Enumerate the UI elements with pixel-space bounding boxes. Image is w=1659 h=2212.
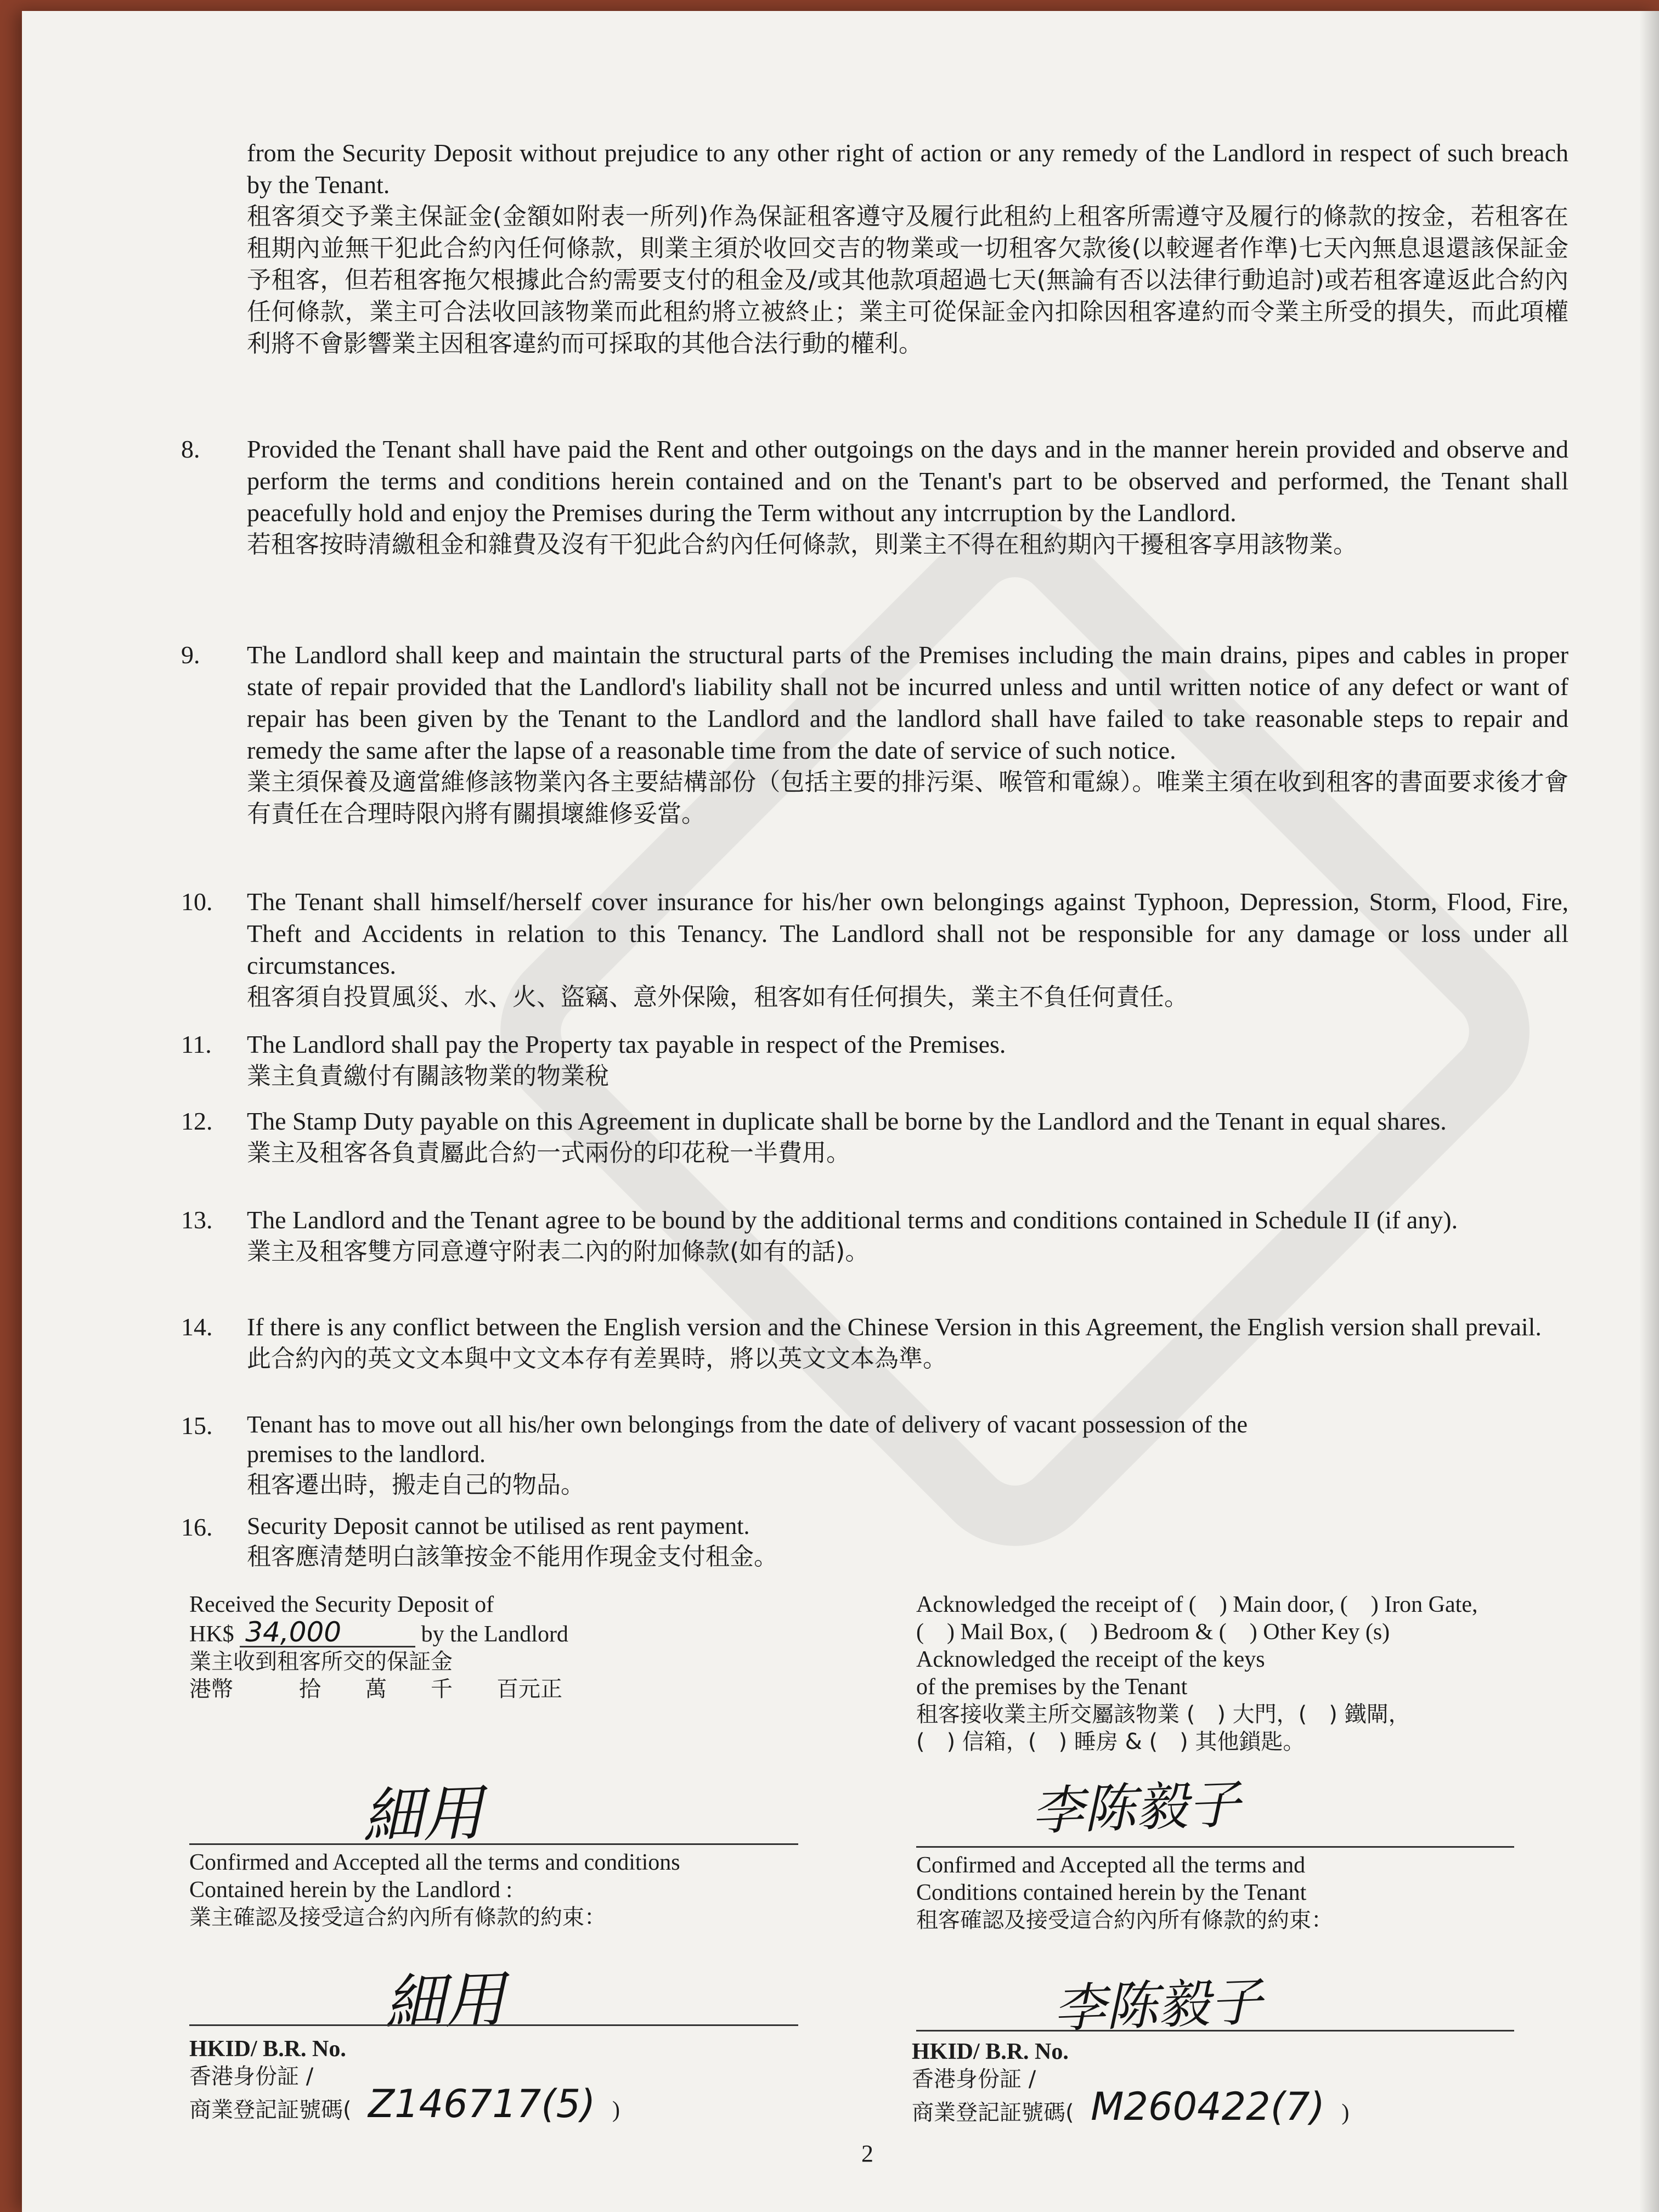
clause-chinese: 租客須自投買風災、水、火、盜竊、意外保險，租客如有任何損失，業主不負任何責任。 bbox=[247, 983, 1188, 1011]
deposit-receipt bbox=[189, 1591, 875, 1703]
tenant-id-value: M260422(7) bbox=[1091, 2084, 1325, 2129]
clause-english: The Tenant shall himself/herself cover insurance for his/her own belongings against Typhoon, Depression, Storm, Flood, Fire, Theft and Accidents in relation to this Tenancy. The Landlord shall not be responsible for any damage or loss under all circumstances. bbox=[247, 888, 1568, 979]
clause-15 bbox=[247, 1410, 1248, 1501]
clause-number: 15. bbox=[181, 1412, 213, 1440]
landlord-confirm-line1: Confirmed and Accepted all the terms and conditions bbox=[189, 1850, 680, 1875]
clause-english: If there is any conflict between the English version and the Chinese Version in this Agreement, the English version shall prevail. bbox=[247, 1313, 1542, 1341]
clause-chinese: 此合約內的英文文本與中文文本存有差異時，將以英文文本為準。 bbox=[247, 1345, 947, 1373]
tenant-confirm-line2: Conditions contained herein by the Tenant bbox=[916, 1880, 1307, 1905]
landlord-id-block bbox=[189, 2035, 875, 2124]
tenant-confirm-cn: 租客確認及接受這合約內所有條款的約束： bbox=[916, 1908, 1333, 1933]
deposit-receipt-cn2: 港幣 拾 萬 千 百元正 bbox=[189, 1677, 562, 1702]
clause-7-chinese: 租客須交予業主保証金(金額如附表一所列)作為保証租客遵守及履行此租約上租客所需遵守及履行的條款的按金，若租客在租期內並無干犯此合約內任何條款，則業主須於收回交吉的物業或一切租客欠款後(以較遲者作準)七天內無息退還該保証金予租客，但若租客拖欠根據此合約需要支付的租金及/或其他款項超過七天(無論有否以法律行動追討)或若租客違返此合約內任何條款，業主可合法收回該物業而此租約將立被終止；業主可從保証金內扣除因租客違約而令業主所受的損失，而此項權利將不會影響業主因租客違約而可採取的其他合法行動的權利。 bbox=[247, 202, 1568, 358]
clause-number: 16. bbox=[181, 1513, 213, 1541]
deposit-receipt-line1: Received the Security Deposit of bbox=[189, 1592, 494, 1617]
key-receipt-line3: Acknowledged the receipt of the keys bbox=[916, 1647, 1265, 1672]
key-receipt-cn1: 租客接收業主所交屬該物業 ( ) 大門，( ) 鐵閘， bbox=[916, 1702, 1410, 1727]
deposit-receipt-cn1: 業主收到租客所交的保証金 bbox=[189, 1649, 453, 1674]
clause-9 bbox=[247, 639, 1568, 830]
clause-english: The Landlord and the Tenant agree to be bound by the additional terms and conditions contained in Schedule II (if any). bbox=[247, 1206, 1458, 1234]
deposit-amount-line bbox=[189, 1618, 875, 1648]
tenant-confirm-line1: Confirmed and Accepted all the terms and bbox=[916, 1853, 1306, 1878]
tenant-signature-line-1 bbox=[916, 1846, 1514, 1848]
clause-chinese: 租客遷出時，搬走自己的物品。 bbox=[247, 1471, 585, 1499]
clause-english: The Landlord shall keep and maintain the structural parts of the Premises including the main drains, pipes and cables in proper state of repair provided that the Landlord's liability shall not be incurred unless and until written notice of any defect or want of repair has been given by the Tenant to the Landlord and the landlord shall have failed to take reasonable steps to repair and remedy the same after the lapse of a reasonable time from the date of service of such notice. bbox=[247, 641, 1568, 764]
landlord-signature-1: 細用 bbox=[361, 1778, 484, 1852]
currency-label: HK$ bbox=[189, 1622, 234, 1647]
tenant-signature-line-2 bbox=[916, 2030, 1514, 2032]
tenant-id-cn2: 商業登記証號碼( bbox=[912, 2100, 1074, 2125]
key-receipt-line1: Acknowledged the receipt of ( ) Main door, ( ) Iron Gate, bbox=[916, 1592, 1478, 1617]
clause-chinese: 業主及租客各負責屬此合約一式兩份的印花稅一半費用。 bbox=[247, 1139, 850, 1167]
clause-number: 14. bbox=[181, 1313, 213, 1341]
clause-7-continuation bbox=[247, 137, 1568, 360]
clause-number: 11. bbox=[181, 1030, 212, 1058]
clause-8 bbox=[247, 433, 1568, 561]
landlord-signature-line-2 bbox=[189, 2024, 798, 2026]
key-receipt-line4: of the premises by the Tenant bbox=[916, 1674, 1188, 1700]
tenant-id-close: ) bbox=[1341, 2100, 1350, 2125]
clause-chinese: 若租客按時清繳租金和雜費及沒有干犯此合約內任何條款，則業主不得在租約期內干擾租客享用該物業。 bbox=[247, 531, 1357, 558]
clause-14 bbox=[247, 1311, 1568, 1375]
clause-number: 12. bbox=[181, 1107, 213, 1135]
clause-11 bbox=[247, 1029, 1568, 1092]
landlord-id-value: Z146717(5) bbox=[368, 2081, 596, 2126]
clause-13 bbox=[247, 1204, 1568, 1268]
clause-english: Security Deposit cannot be utilised as rent payment. bbox=[247, 1513, 750, 1539]
landlord-signature-2: 細用 bbox=[383, 1964, 506, 2039]
tenant-id-cn1: 香港身份証 / bbox=[912, 2067, 1036, 2092]
clause-12 bbox=[247, 1105, 1568, 1169]
landlord-confirm-line2: Contained herein by the Landlord : bbox=[189, 1877, 513, 1903]
tenant-signature-2: 李陈毅子 bbox=[1052, 1972, 1263, 2040]
deposit-receipt-line2-suffix: by the Landlord bbox=[421, 1622, 568, 1647]
clause-chinese: 業主須保養及適當維修該物業內各主要結構部份（包括主要的排污渠、喉管和電線）。唯業主須在收到租客的書面要求後才會有責任在合理時限內將有關損壞維修妥當。 bbox=[247, 768, 1568, 828]
landlord-id-label: HKID/ B.R. No. bbox=[189, 2036, 346, 2062]
clause-7-english: from the Security Deposit without prejudice to any other right of action or any remedy of the Landlord in respect of such breach by the Tenant. bbox=[247, 139, 1568, 199]
landlord-id-cn2: 商業登記証號碼( bbox=[189, 2097, 352, 2123]
clause-chinese: 業主及租客雙方同意遵守附表二內的附加條款(如有的話)。 bbox=[247, 1238, 870, 1266]
deposit-amount-handwritten: 34,000 bbox=[240, 1618, 415, 1647]
tenant-id-label: HKID/ B.R. No. bbox=[912, 2039, 1069, 2064]
key-receipt-line2: ( ) Mail Box, ( ) Bedroom & ( ) Other Key (s) bbox=[916, 1620, 1390, 1645]
landlord-confirmation bbox=[189, 1849, 875, 1931]
clause-number: 13. bbox=[181, 1206, 213, 1234]
clause-number: 8. bbox=[181, 435, 200, 463]
key-receipt bbox=[916, 1591, 1602, 1756]
clause-number: 10. bbox=[181, 888, 213, 916]
clause-english: The Stamp Duty payable on this Agreement in duplicate shall be borne by the Landlord and the Tenant in equal shares. bbox=[247, 1107, 1447, 1135]
document-page bbox=[22, 11, 1659, 2212]
page-number: 2 bbox=[861, 2140, 873, 2167]
landlord-id-close: ) bbox=[612, 2097, 620, 2123]
clause-english: Tenant has to move out all his/her own belongings from the date of delivery of vacant possession of the premises to the landlord. bbox=[247, 1411, 1248, 1468]
clause-16 bbox=[247, 1511, 1248, 1573]
tenant-signature-1: 李陈毅子 bbox=[1030, 1774, 1242, 1842]
tenant-confirmation bbox=[916, 1852, 1602, 1934]
clause-number: 9. bbox=[181, 641, 200, 669]
tenant-id-block bbox=[912, 2038, 1598, 2129]
clause-english: The Landlord shall pay the Property tax payable in respect of the Premises. bbox=[247, 1030, 1006, 1058]
clause-english: Provided the Tenant shall have paid the Rent and other outgoings on the days and in the manner herein provided and observe and perform the terms and conditions herein contained and on the Tenant's part to be observed and performed, the Tenant shall peacefully hold and enjoy the Premises during the Term without any intcrruption by the Landlord. bbox=[247, 435, 1568, 527]
clause-chinese: 租客應清楚明白該筆按金不能用作現金支付租金。 bbox=[247, 1543, 778, 1571]
landlord-signature-line-1 bbox=[189, 1843, 798, 1845]
landlord-confirm-cn: 業主確認及接受這合約內所有條款的約束： bbox=[189, 1905, 606, 1930]
key-receipt-cn2: ( ) 信箱，( ) 睡房 & ( ) 其他鎖匙。 bbox=[916, 1729, 1305, 1754]
clause-chinese: 業主負責繳付有關該物業的物業稅 bbox=[247, 1062, 609, 1090]
clause-10 bbox=[247, 886, 1568, 1013]
landlord-id-cn1: 香港身份証 / bbox=[189, 2064, 314, 2089]
